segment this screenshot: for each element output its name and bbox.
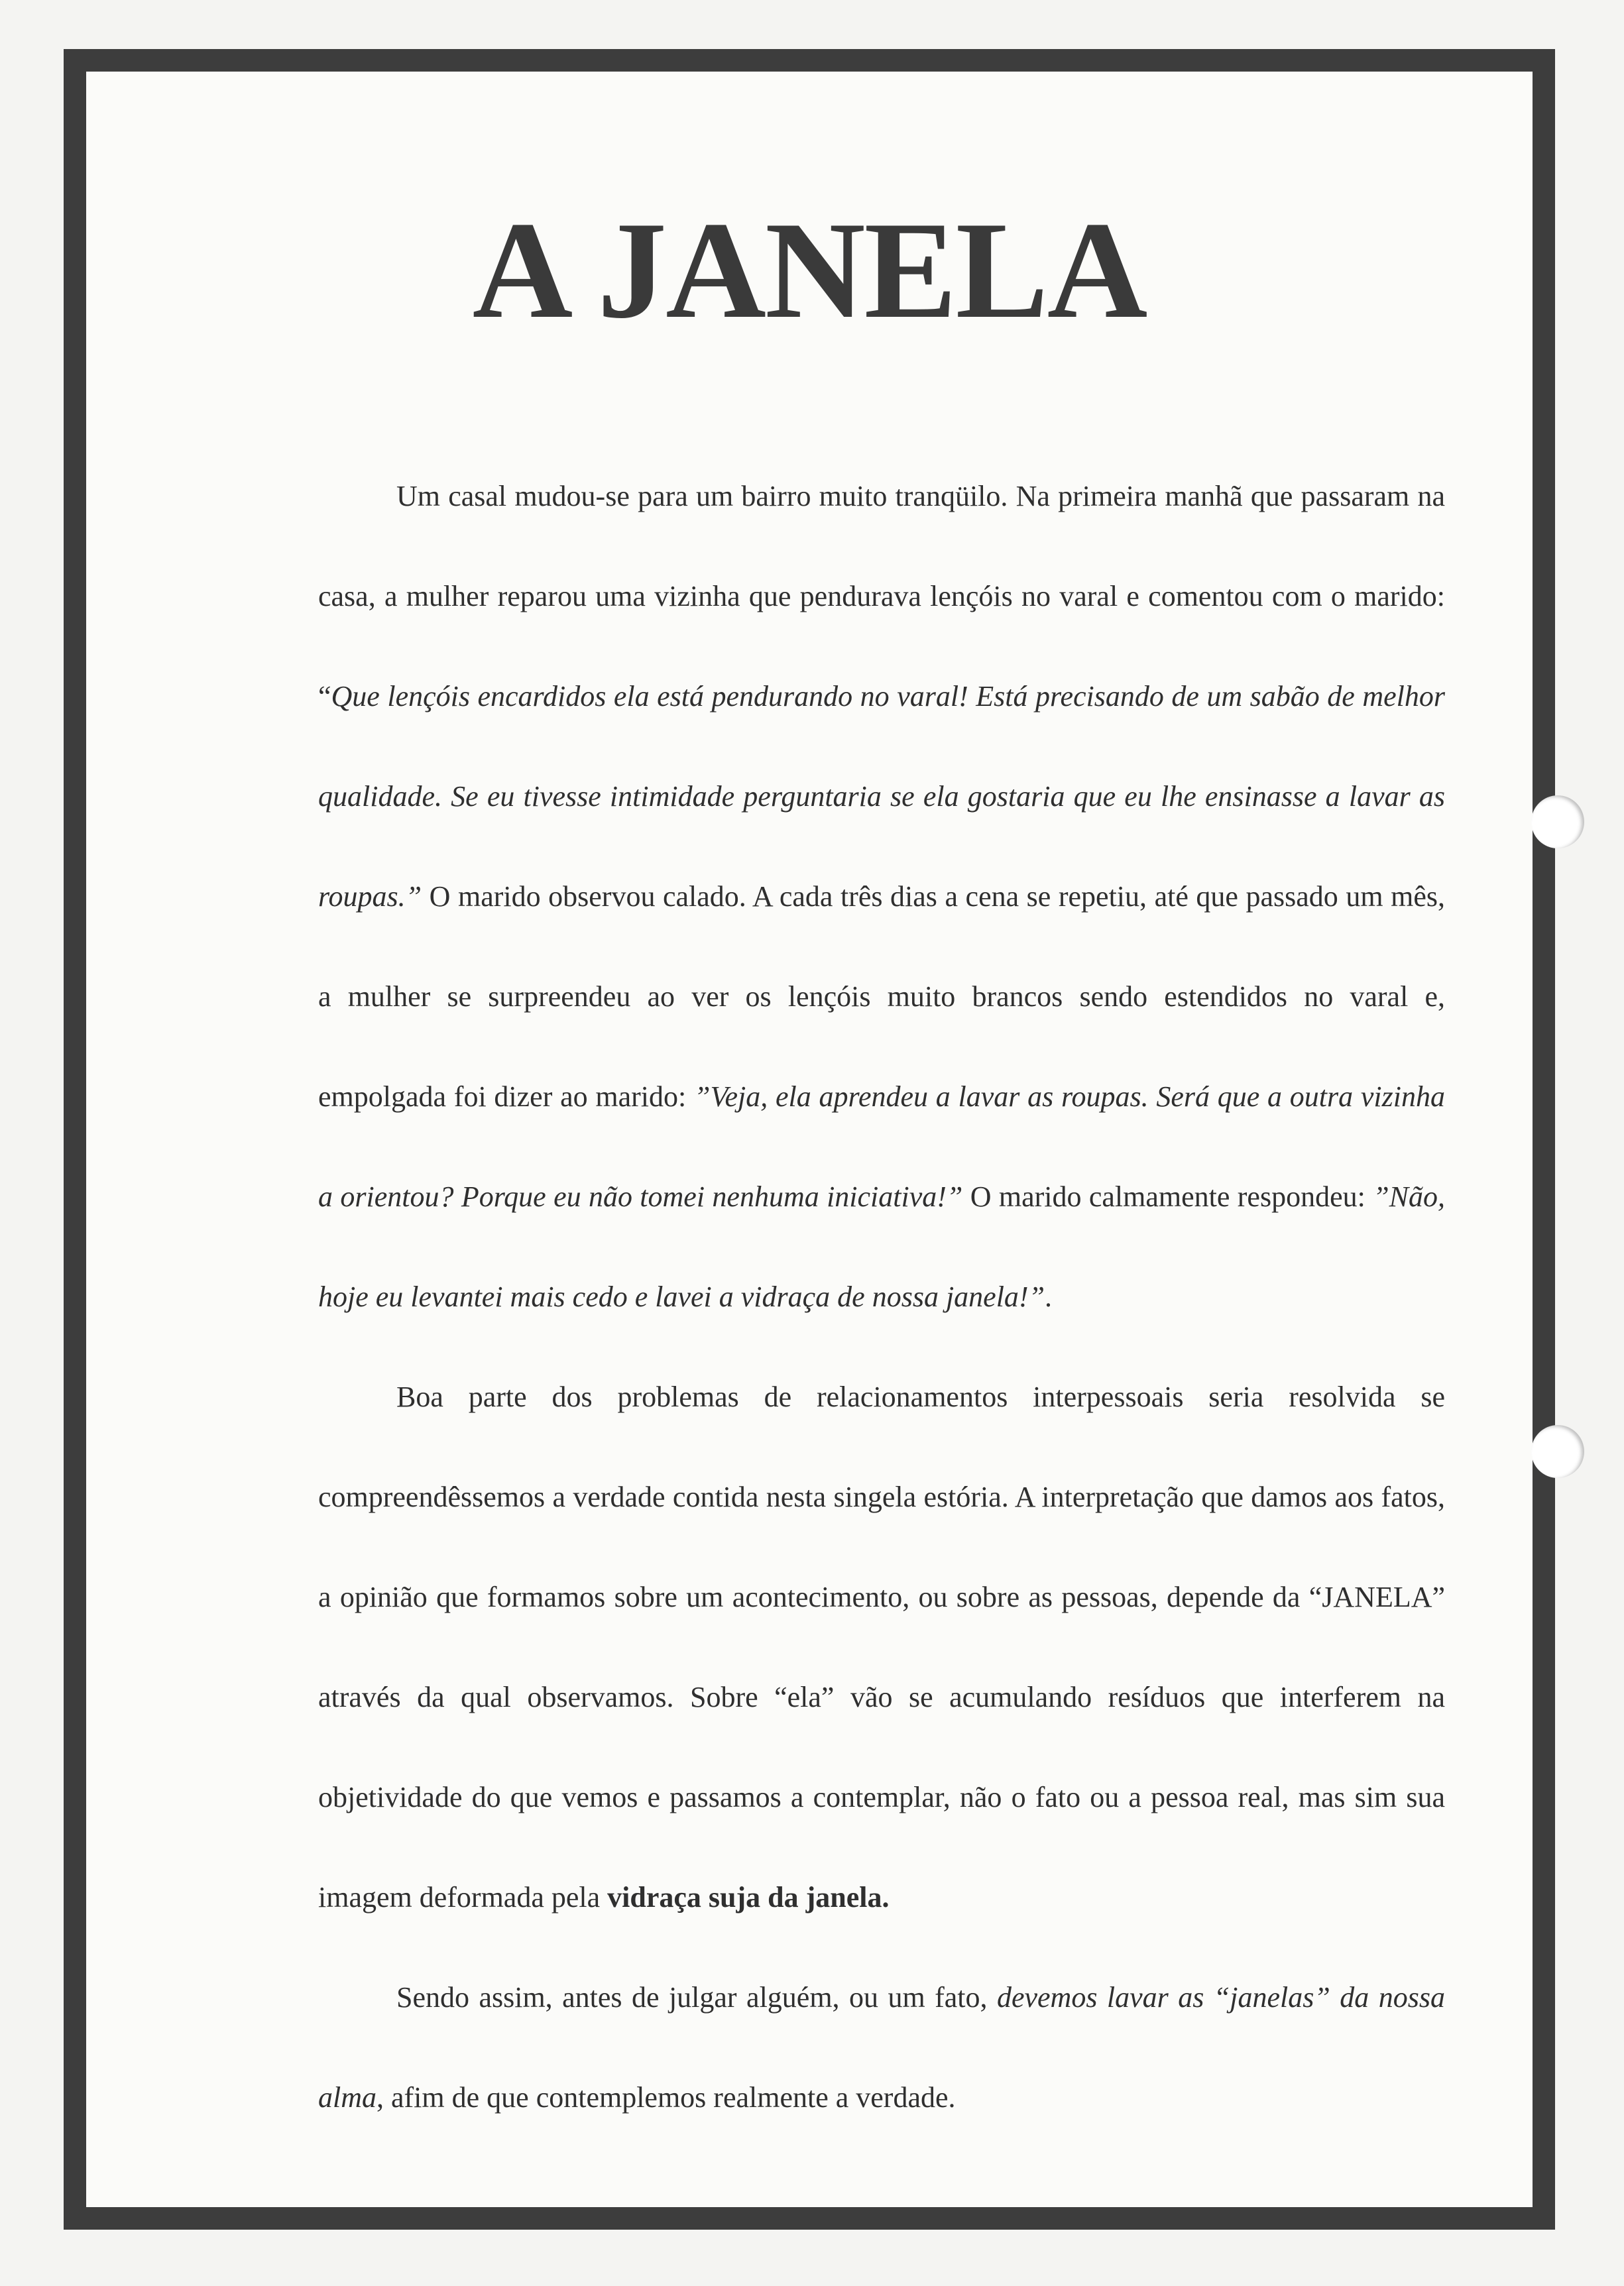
paragraph-2-text: Boa parte dos problemas de relacionamentos interpessoais seria resolvida se compreendêssemos a verdade contida nesta singela estória. A interpretação que damos aos fatos, a opinião que formamos sobre um acontecimento, ou sobre as pessoas, depende da “JANELA” através da qual observamos. Sobre “ela” vão se acumulando resíduos que interferem na objetividade do que vemos e passamos a contemplar, não o fato ou a pessoa real, mas sim sua imagem deformada pela (318, 1381, 1445, 1914)
page-frame (64, 49, 1555, 2230)
punch-hole-bottom (1531, 1425, 1584, 1478)
paragraph-3-emphasis: devemos lavar as “janelas” da nossa alma (318, 1981, 1445, 2114)
paragraph-1-quote-b: ”Veja, ela aprendeu a lavar as roupas. Será que a outra vizinha a orientou? Porque eu não tomei nenhuma iniciativa!” (318, 1080, 1445, 1213)
paragraph-1-text-b: O marido observou calado. A cada três dias a cena se repetiu, até que passado um mês, a mulher se surpreendeu ao ver os lençóis muito brancos sendo estendidos no varal e, empolgada foi dizer ao marido: (318, 880, 1445, 1113)
punch-hole-top (1531, 795, 1584, 848)
paragraph-1-text-a: Um casal mudou-se para um bairro muito tranqüilo. Na primeira manhã que passaram na casa, a mulher reparou uma vizinha que pendurava lençóis no varal e comentou com o marido: “ (318, 480, 1445, 713)
paragraph-3-text-b: , afim de que contemplemos realmente a verdade. (377, 2081, 956, 2114)
paragraph-3-text-a: Sendo assim, antes de julgar alguém, ou um fato, (396, 1981, 997, 2014)
page-title: A JANELA (472, 194, 1147, 347)
paragraph-1-text-c: O marido calmamente respondeu: (962, 1180, 1373, 1213)
paragraph-1-quote-a: Que lençóis encardidos ela está pendurando no varal! Está precisando de um sabão de melhor qualidade. Se eu tivesse intimidade perguntaria se ela gostaria que eu lhe ensinasse a lavar as roupas.” (318, 680, 1445, 913)
paragraph-3 (318, 1947, 1445, 2147)
paragraph-1-quote-c: ”Não, hoje eu levantei mais cedo e lavei a vidraça de nossa janela!” (318, 1180, 1446, 1313)
paragraph-1 (318, 446, 1445, 1347)
paragraph-2-bold: vidraça suja da janela. (607, 1881, 890, 1914)
article-body (318, 446, 1445, 2147)
paragraph-1-text-d: . (1045, 1281, 1053, 1313)
paragraph-2 (318, 1347, 1445, 1947)
